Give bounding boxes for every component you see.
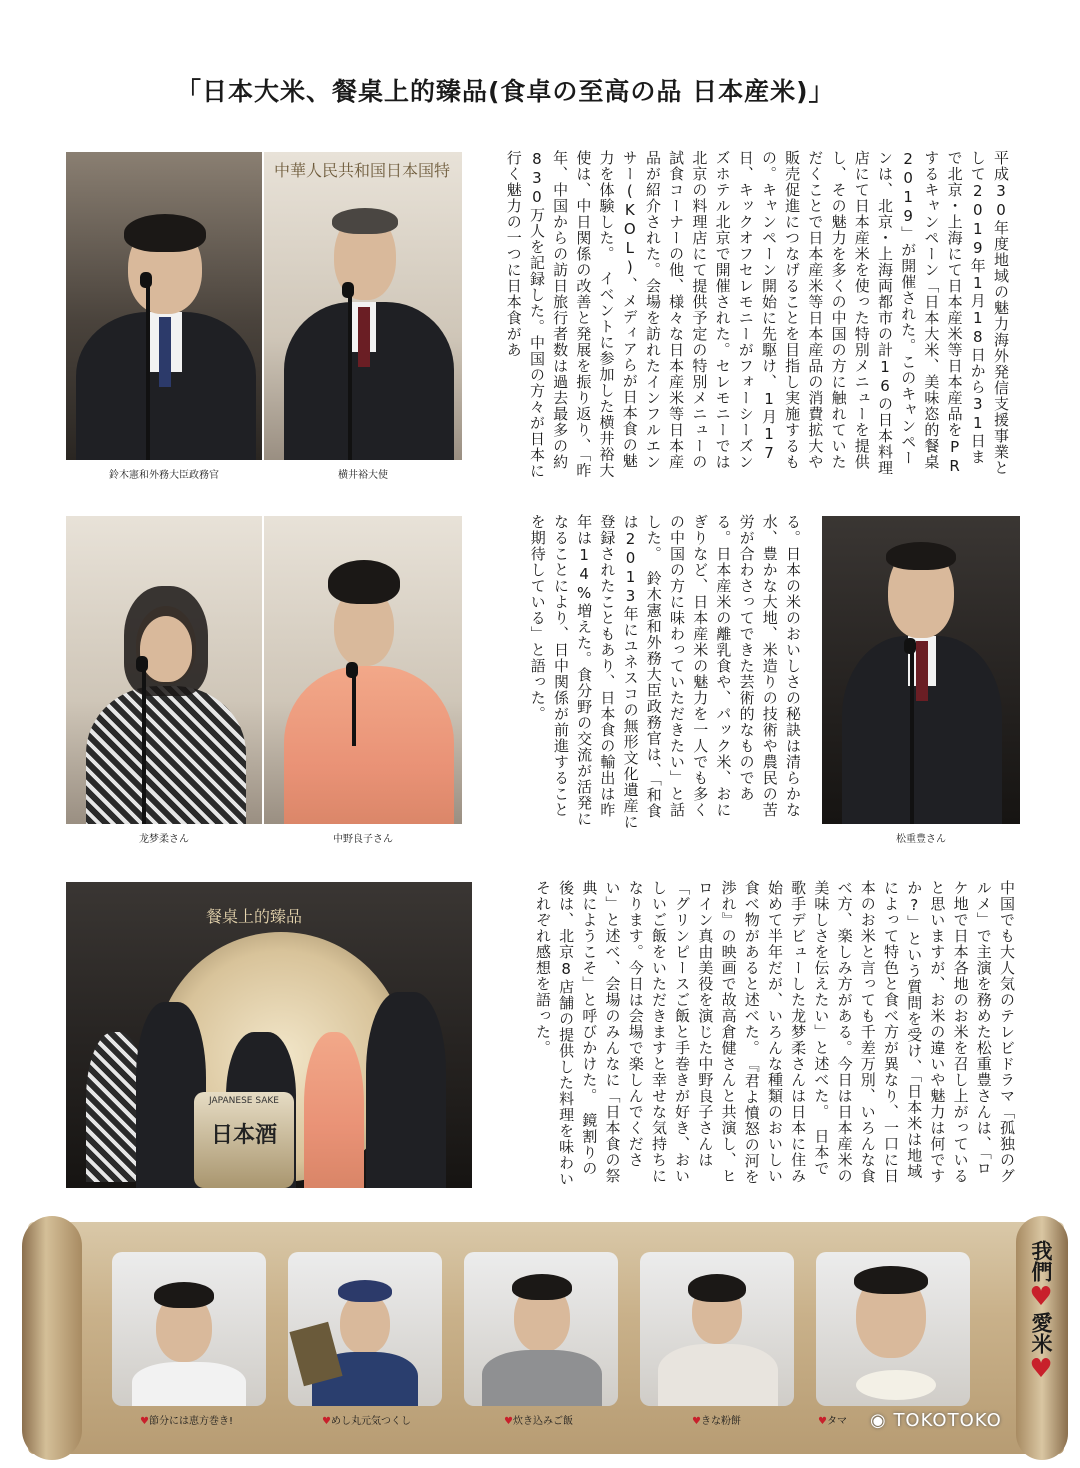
photo-long bbox=[66, 516, 262, 824]
caption-matsushige: 松重豊さん bbox=[896, 834, 946, 845]
food-photo-card bbox=[112, 1252, 266, 1406]
heart-icon: ♥ bbox=[504, 1416, 513, 1427]
card-label-3: ♥炊き込みご飯 bbox=[504, 1416, 573, 1427]
heart-icon: ♥ bbox=[818, 1416, 827, 1427]
card-label-5: ♥タマ bbox=[818, 1416, 847, 1427]
photo-suzuki bbox=[66, 152, 262, 460]
barrel-label-top: JAPANESE SAKE bbox=[209, 1096, 279, 1106]
photo-yokoi bbox=[264, 152, 462, 460]
caption-long: 龙梦柔さん bbox=[139, 834, 189, 845]
heart-icon: ♥ bbox=[322, 1416, 331, 1427]
caption-yokoi: 横井裕大使 bbox=[338, 470, 388, 481]
card-label-4: ♥きな粉餅 bbox=[692, 1416, 741, 1427]
heart-icon-bottom: ♥ bbox=[1029, 1354, 1053, 1384]
article-column-1: 平成30年度地域の魅力海外発信支援事業として2019年1月18日から31日まで北京・上海にて日本産米等日本産品をPRするキャンペーン「日本大米、美味恣的餐桌2019」が開催された。このキャンペーンは、北京・上海両都市の計16の日本料理店にて日本産米を使った特別メニューを提供し、その魅力を多くの中国の方に触れていただくことで日本産米等日本産品の消費拡大や販売促進につなげることを目指し実施するもの。キャンペーン開始に先駆け、1月17日、キックオフセレモニーがフォーシーズンズホテル北京で開催された。セレモニーでは北京の料理店にて提供予定の特別メニューの試食コーナーの他、様々な日本産米等日本産品が紹介された。会場を訪れたインフルエンサー(KOL)、メディアらが日本食の魅力を体験した。 イベントに参加した横井裕大使は、中日関係の改善と発展を振り返り、「昨年、中国からの訪日旅行者数は過去最多の約830万人を記録した。中国の方々が日本に行く魅力の一つに日本食があ bbox=[504, 150, 1010, 479]
food-photo-card bbox=[464, 1252, 618, 1406]
backdrop-banner-text: 中華人民共和国日本国特 bbox=[274, 161, 451, 180]
photo-nakano bbox=[264, 516, 462, 824]
slogan-bottom: 愛米 bbox=[1029, 1312, 1054, 1354]
page-title: 「日本大米、餐桌上的臻品(食卓の至高の品 日本産米)」 bbox=[176, 77, 835, 106]
heart-icon: ♥ bbox=[692, 1416, 701, 1427]
card-label-1: ♥節分には恵方巻き! bbox=[140, 1416, 233, 1427]
scroll-roll-left bbox=[22, 1216, 82, 1460]
heart-icon: ♥ bbox=[140, 1416, 149, 1427]
wechat-icon: ◉ bbox=[870, 1410, 894, 1431]
food-photo-card bbox=[288, 1252, 442, 1406]
caption-nakano: 中野良子さん bbox=[333, 834, 393, 845]
card-label-2: ♥めし丸元気つくし bbox=[322, 1416, 411, 1427]
watermark: ◉ TOKOTOKO bbox=[870, 1410, 1002, 1431]
food-photo-card bbox=[816, 1252, 970, 1406]
barrel-label-main: 日本酒 bbox=[210, 1123, 277, 1148]
ceremony-banner: 餐桌上的臻品 bbox=[206, 907, 303, 926]
food-photo-card bbox=[640, 1252, 794, 1406]
article-column-2: る。日本の米のおいしさの秘訣は清らかな水、豊かな大地、米造りの技術や農民の苦労が合わさってできた芸術的なものである。日本産米の離乳食や、パック米、おにぎりなど、日本産米の魅力を一人でも多くの中国の方に味わっていただきたい」と話した。 鈴木憲和外務大臣政務官は、「和食は2013年にユネスコの無形文化遺産に登録されたこともあり、日本食の輸出は昨年は14%増えた。食分野の交流が活発になることにより、日中関係が前進することを期待している」と語った。 bbox=[528, 514, 802, 830]
heart-icon: ♥ bbox=[1029, 1282, 1053, 1312]
caption-suzuki: 鈴木憲和外務大臣政務官 bbox=[109, 470, 219, 481]
slogan bbox=[1024, 1240, 1058, 1384]
article-column-3: 中国でも大人気のテレビドラマ「孤独のグルメ」で主演を務めた松重豊さんは、「ロケ地で日本各地のお米を召し上がっていると思いますが、お米の違いや魅力は何ですか?」という質問を受け、「日本米は地域によって特色と食べ方が異なり、一口に日本のお米と言っても千差万別、いろんな食べ方、楽しみ方がある。今日は日本産米の美味しさを伝えたい」と述べた。 日本で歌手デビューした龙梦柔さんは日本に住み始めて半年だが、いろんな種類のおいしい食べ物があると述べた。 『君よ憤怒の河を渉れ』の映画で故高倉健さんと共演し、ヒロイン真由美役を演じた中野良子さんは「グリンピースご飯と手巻きが好き、おいしいご飯をいただきますと幸せな気持ちになります。今日は会場で楽しんでください」と述べ、会場のみんなに「日本食の祭典にようこそ」と呼びかけた。 鏡割りの後は、北京8店舗の提供した料理を味わいそれぞれ感想を語った。 bbox=[533, 880, 1016, 1187]
slogan-top: 我們 bbox=[1029, 1240, 1054, 1282]
photo-ceremony bbox=[66, 882, 472, 1188]
photo-matsushige bbox=[822, 516, 1020, 824]
